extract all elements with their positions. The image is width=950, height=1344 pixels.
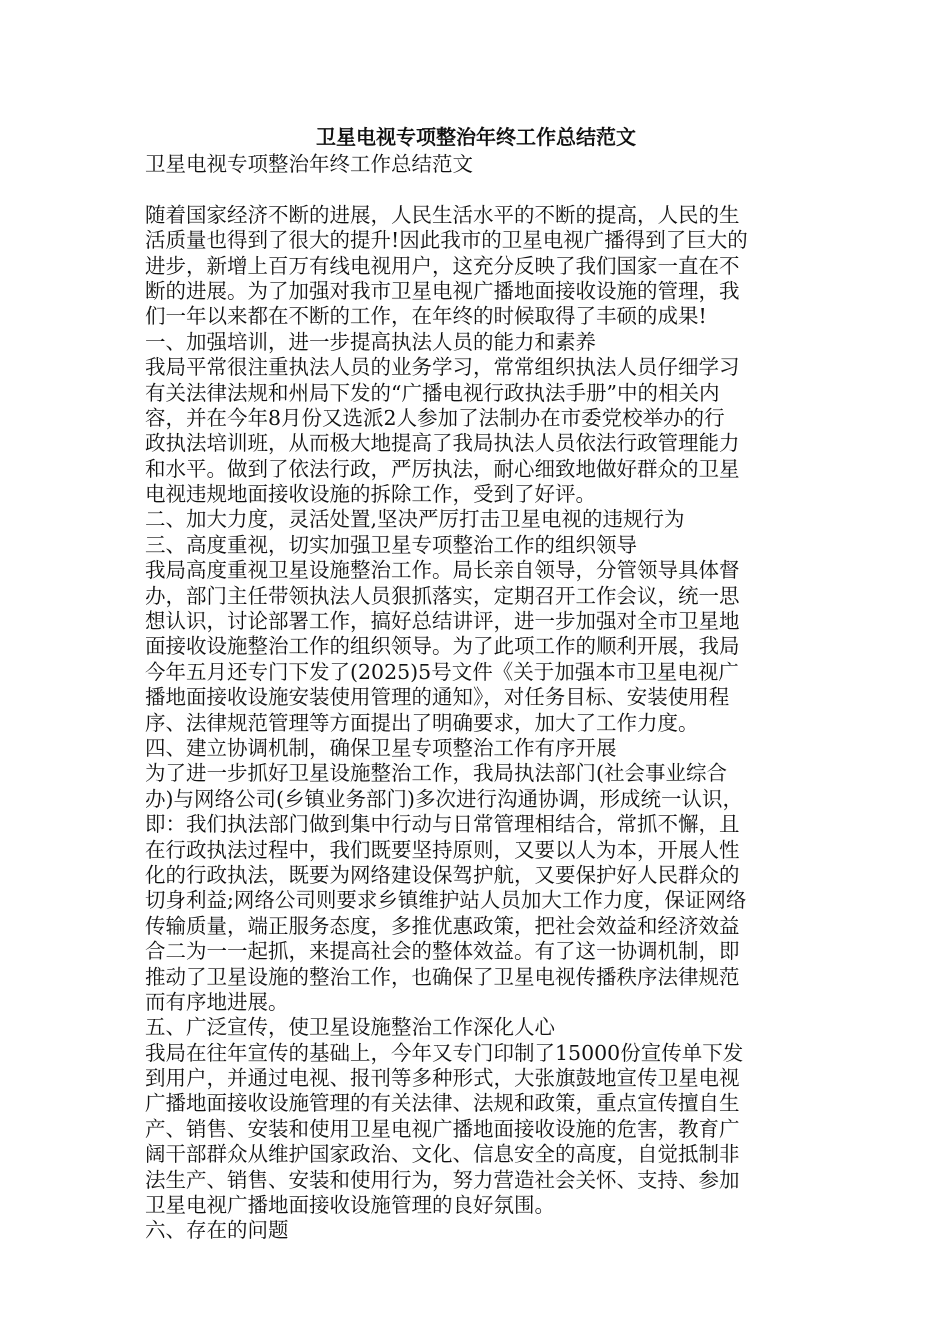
body-line: 们一年以来都在不断的工作，在年终的时候取得了丰硕的成果!: [145, 304, 707, 329]
body-line: 三、高度重视，切实加强卫星专项整治工作的组织领导: [145, 532, 637, 557]
body-line: 六、存在的问题: [145, 1218, 289, 1243]
document-page: [145, 122, 807, 1244]
body-line: 为了进一步抓好卫星设施整治工作，我局执法部门(社会事业综合: [145, 761, 727, 786]
body-line: 合二为一一起抓，来提高社会的整体效益。有了这一协调机制，即: [145, 939, 740, 964]
body-line: 五、广泛宣传，使卫星设施整治工作深化人心: [145, 1015, 555, 1040]
body-line: 推动了卫星设施的整治工作，也确保了卫星电视传播秩序法律规范: [145, 964, 740, 989]
body-line: 今年五月还专门下发了(2025)5号文件《关于加强本市卫星电视广: [145, 659, 739, 684]
body-line: 二、加大力度，灵活处置,坚决严厉打击卫星电视的违规行为: [145, 507, 685, 532]
body-line: 我局在往年宣传的基础上，今年又专门印制了15000份宣传单下发: [145, 1040, 744, 1065]
body-line: 序、法律规范管理等方面提出了明确要求，加大了工作力度。: [145, 710, 699, 735]
body-line: 阔干部群众从维护国家政治、文化、信息安全的高度，自觉抵制非: [145, 1142, 740, 1167]
body-line: 产、销售、安装和使用卫星电视广播地面接收设施的危害，教育广: [145, 1116, 740, 1141]
body-line: 在行政执法过程中，我们既要坚持原则，又要以人为本，开展人性: [145, 837, 740, 862]
body-line: 即：我们执法部门做到集中行动与日常管理相结合，常抓不懈，且: [145, 812, 740, 837]
document-title: 卫星电视专项整治年终工作总结范文: [316, 125, 636, 149]
body-line: 和水平。做到了依法行政，严厉执法，耐心细致地做好群众的卫星: [145, 456, 740, 481]
body-line: 广播地面接收设施管理的有关法律、法规和政策，重点宣传擅自生: [145, 1091, 740, 1116]
body-line: 断的进展。为了加强对我市卫星电视广播地面接收设施的管理，我: [145, 278, 740, 303]
body-line: 法生产、销售、安装和使用行为，努力营造社会关怀、支持、参加: [145, 1167, 740, 1192]
body-line: 活质量也得到了很大的提升!因此我市的卫星电视广播得到了巨大的: [145, 228, 748, 253]
body-line: 容，并在今年8月份又选派2人参加了法制办在市委党校举办的行: [145, 405, 725, 430]
document-body: [145, 152, 807, 1244]
body-line: 一、加强培训，进一步提高执法人员的能力和素养: [145, 329, 596, 354]
blank-line: [145, 177, 807, 202]
body-line: 四、建立协调机制，确保卫星专项整治工作有序开展: [145, 735, 617, 760]
body-line: 卫星电视专项整治年终工作总结范文: [145, 152, 473, 176]
body-line: 进步，新增上百万有线电视用户，这充分反映了我们国家一直在不: [145, 253, 740, 278]
body-line: 办)与网络公司(乡镇业务部门)多次进行沟通协调，形成统一认识，: [145, 786, 743, 811]
body-line: 到用户，并通过电视、报刊等多种形式，大张旗鼓地宣传卫星电视: [145, 1066, 740, 1091]
body-line: 切身利益;网络公司则要求乡镇维护站人员加大工作力度，保证网络: [145, 888, 747, 913]
body-line: 面接收设施整治工作的组织领导。为了此项工作的顺利开展，我局: [145, 634, 740, 659]
body-line: 电视违规地面接收设施的拆除工作，受到了好评。: [145, 482, 596, 507]
body-line: 我局平常很注重执法人员的业务学习，常常组织执法人员仔细学习: [145, 355, 740, 380]
body-line: 播地面接收设施安装使用管理的通知》，对任务目标、安装使用程: [145, 685, 730, 710]
body-line: 传输质量，端正服务态度，多推优惠政策，把社会效益和经济效益: [145, 913, 740, 938]
body-line: 我局高度重视卫星设施整治工作。局长亲自领导，分管领导具体督: [145, 558, 740, 583]
body-line: 而有序地进展。: [145, 989, 289, 1014]
body-line: 办，部门主任带领执法人员狠抓落实，定期召开工作会议，统一思: [145, 583, 740, 608]
body-line: 想认识，讨论部署工作，搞好总结讲评，进一步加强对全市卫星地: [145, 609, 740, 634]
body-line: 有关法律法规和州局下发的“广播电视行政执法手册”中的相关内: [145, 380, 720, 405]
body-line: 随着国家经济不断的进展，人民生活水平的不断的提高，人民的生: [145, 202, 740, 227]
body-line: 卫星电视广播地面接收设施管理的良好氛围。: [145, 1193, 555, 1218]
body-line: 化的行政执法，既要为网络建设保驾护航，又要保护好人民群众的: [145, 862, 740, 887]
body-line: 政执法培训班，从而极大地提高了我局执法人员依法行政管理能力: [145, 431, 740, 456]
